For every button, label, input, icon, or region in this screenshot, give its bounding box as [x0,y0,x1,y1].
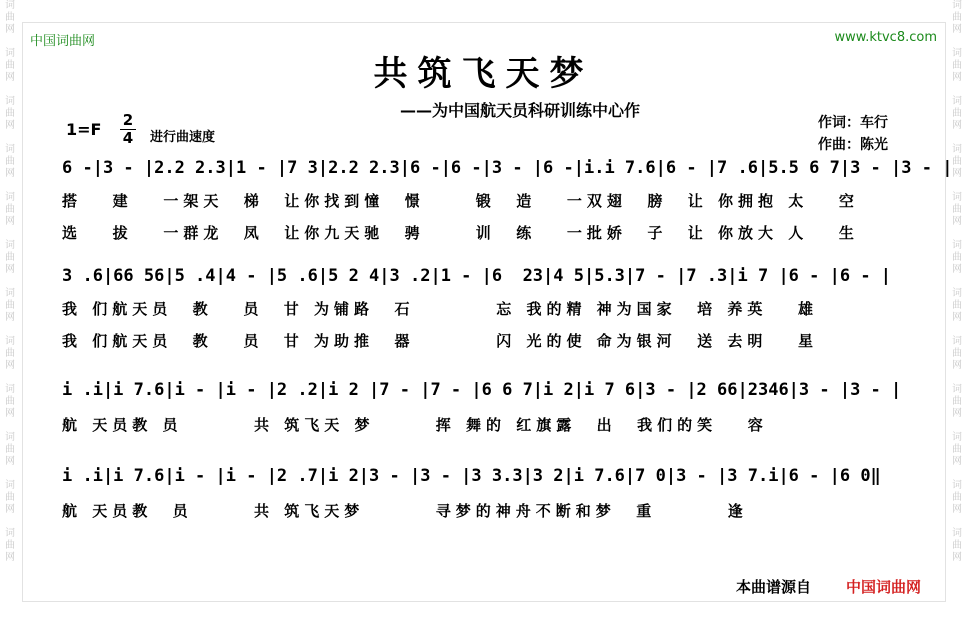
lyricist-credit: 作词：车行 [818,115,888,131]
watermark-left: 词 曲 网 词 曲 网 词 曲 网 词 曲 网 词 曲 网 词 曲 网 词 曲 网 词 曲 网 词 曲 网 词 曲 网 词 曲 网 词 曲 网 [5,0,15,563]
lyrics-line-3: 航 天员教 员 共 筑飞天 梦 挥 舞的 红旗露 出 我们的笑 容 [62,416,768,434]
lyrics-line-1-verse-1: 搭 建 一架天 梯 让你找到憧 憬 锻 造 一双翅 膀 让 你拥抱 太 空 [62,192,859,210]
tempo-marking: 进行曲速度 [150,130,216,145]
site-url: www.ktvc8.com [834,30,937,45]
notation-line-3: i .i|i 7.6|i - |i - |2 .2|i 2 |7 - |7 - |6 6 7|i 2|i 7 6|3 - |2 66|2346|3 - |3 - | [62,380,902,400]
source-label: 本曲谱源自 [736,578,812,596]
time-signature [120,112,136,147]
song-title: 共筑飞天梦 [373,54,594,94]
song-subtitle: ——为中国航天员科研训练中心作 [400,101,641,120]
lyrics-line-2-verse-2: 我 们航天员 教 员 甘 为助推 器 闪 光的使 命为银河 送 去明 星 [62,332,819,350]
composer-credit: 作曲：陈光 [818,137,888,153]
notation-line-4: i .i|i 7.6|i - |i - |2 .7|i 2|3 - |3 - |3 3.3|3 2|i 7.6|7 0|3 - |3 7.i|6 - |6 0‖ [62,466,881,486]
time-denominator: 4 [122,129,134,147]
time-numerator: 2 [120,112,136,130]
source-site: 中国词曲网 [846,578,922,596]
key-signature: 1=F [66,120,102,139]
notation-line-1: 6 -|3 - |2.2 2.3|1 - |7 3|2.2 2.3|6 -|6 -|3 - |6 -|i.i 7.6|6 - |7 .6|5.5 6 7|3 - |3 - | [62,158,953,178]
lyrics-line-2-verse-1: 我 们航天员 教 员 甘 为铺路 石 忘 我的精 神为国家 培 养英 雄 [62,300,819,318]
lyrics-line-1-verse-2: 选 拔 一群龙 凤 让你九天驰 骋 训 练 一批娇 子 让 你放大 人 生 [62,224,859,242]
site-name: 中国词曲网 [30,34,96,49]
notation-line-2: 3 .6|66 56|5 .4|4 - |5 .6|5 2 4|3 .2|1 - |6 23|4 5|5.3|7 - |7 .3|i 7 |6 - |6 - | [62,266,892,286]
lyrics-line-4: 航 天员教 员 共 筑飞天梦 寻梦的神舟不断和梦 重 逢 [62,502,748,520]
watermark-right: 词 曲 网 词 曲 网 词 曲 网 词 曲 网 词 曲 网 词 曲 网 词 曲 网 词 曲 网 词 曲 网 词 曲 网 词 曲 网 词 曲 网 [952,0,962,563]
